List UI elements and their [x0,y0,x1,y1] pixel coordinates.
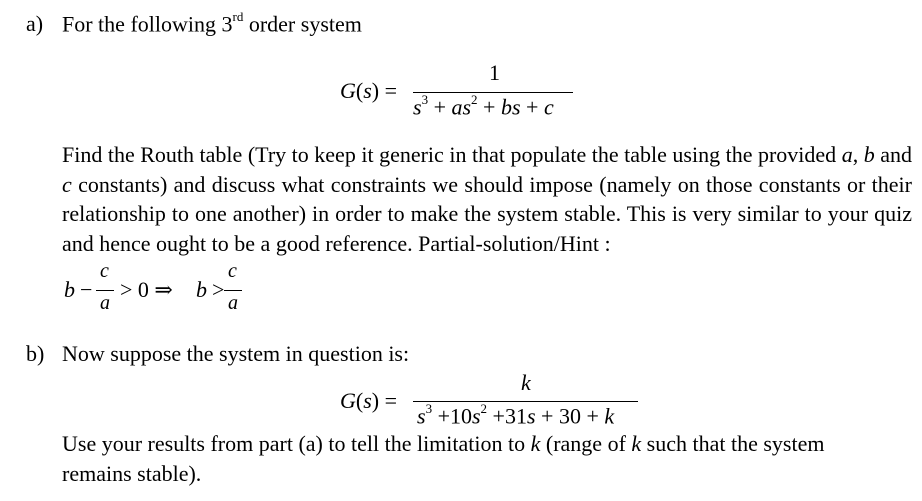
denom-b-term2: +10s [437,403,481,429]
part-a-heading [62,11,362,37]
denom-plus-b: + bs + c [483,94,554,120]
heading-text: For the following 3 [62,11,233,37]
hint-b1: b [64,277,75,302]
part-b-body-line2: remains stable). [62,461,202,486]
hint-gt: > [212,277,225,302]
body-b-k1: k [530,431,541,456]
part-a-body: Find the Routh table (Try to keep it generic in that populate the table using the provided a, b and c constants) and discuss what constraints we should impose (namely on those constants or their relationship to one another) in order to make the system stable. This is very similar to your quiz and hence ought to be a good reference. Partial-solution/Hint : [62,142,913,256]
body-b-k2: k [631,431,642,456]
hint-relation: > 0 ⇒ [120,277,173,302]
hint-a1: a [100,292,110,314]
eq-b-lhs: G(s) = [340,388,398,413]
denom-b-s: s [417,403,426,429]
denom-b-exp-2: 2 [480,401,488,416]
part-b-heading: Now suppose the system in question is: [62,341,410,366]
eq-denominator [413,94,554,120]
denom-exp-3: 3 [421,92,429,107]
eq-lhs: G(s) = [340,78,398,103]
body-b-text-2: (range of [540,431,632,456]
part-a-label: a) [26,11,44,36]
denom-b-k: k [604,403,615,429]
body-b-text-1: Use your results from part (a) to tell the limitation to [62,431,531,456]
hint-a2: a [228,292,238,314]
denom-exp-2: 2 [471,92,478,107]
part-b-label: b) [26,341,45,366]
eq-b-numerator: k [521,370,531,395]
denom-plus-a: + as [433,94,472,120]
denom-b-term1: +31s + 30 + [492,403,605,429]
heading-text-suffix: order system [243,11,362,37]
denom-b-exp-3: 3 [425,401,433,416]
part-b-body-line1 [62,431,824,457]
body-b-text-3: such that the system [641,431,825,456]
eq-b-denominator [417,403,614,429]
eq-numerator: 1 [489,60,500,85]
hint-c2: c [228,260,237,282]
hint-minus: − [80,277,93,302]
hint-b2: b [196,277,207,302]
denom-s: s [413,94,422,120]
heading-superscript: rd [232,9,244,24]
hint-c1: c [100,260,109,282]
